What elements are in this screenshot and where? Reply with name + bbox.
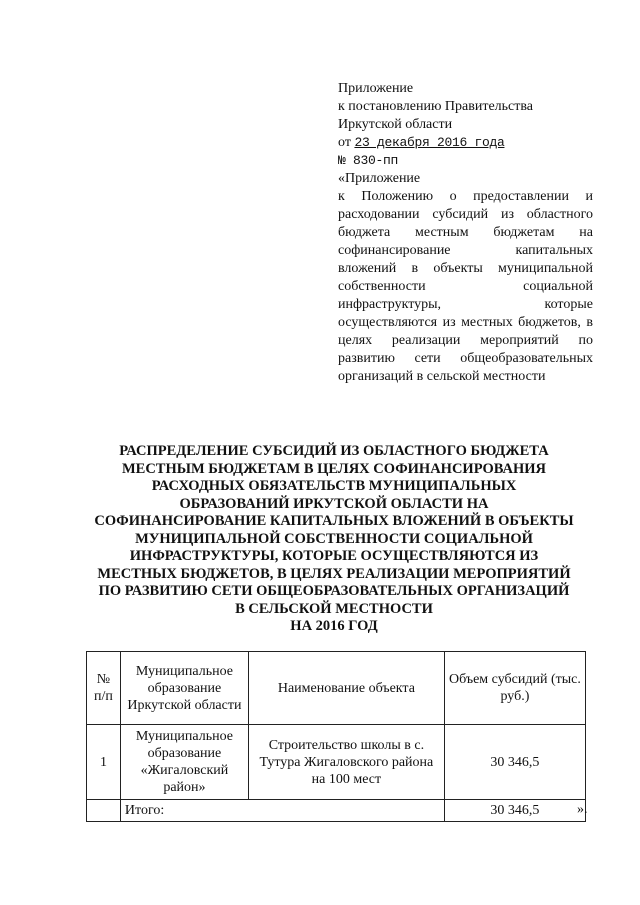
title-line: МУНИЦИПАЛЬНОЙ СОБСТВЕННОСТИ СОЦИАЛЬНОЙ <box>135 530 533 547</box>
title-line: ПО РАЗВИТИЮ СЕТИ ОБЩЕОБРАЗОВАТЕЛЬНЫХ ОРГАНИЗАЦИЙ <box>98 583 570 599</box>
cell-municipality: Муниципальное образование «Жигаловский район» <box>120 725 248 800</box>
annex-line-1: Приложение <box>338 81 414 96</box>
annex-block <box>338 80 593 386</box>
subsidy-table <box>86 651 586 822</box>
table-header-row <box>87 652 586 725</box>
table-total-row <box>87 800 586 822</box>
cell-empty <box>87 800 121 822</box>
title-line: СОФИНАНСИРОВАНИЕ КАПИТАЛЬНЫХ ВЛОЖЕНИЙ В ОБЪЕКТЫ <box>94 513 574 529</box>
closing-quote: ». <box>577 802 588 817</box>
table-row <box>87 725 586 800</box>
total-amount: 30 346,5 <box>444 800 585 822</box>
title-line: ИНФРАСТРУКТУРЫ, КОТОРЫЕ ОСУЩЕСТВЛЯЮТСЯ ИЗ <box>129 548 539 564</box>
header-object: Наименование объекта <box>248 652 444 725</box>
document-title <box>80 443 588 636</box>
title-line: МЕСТНЫМ БЮДЖЕТАМ В ЦЕЛЯХ СОФИНАНСИРОВАНИЯ <box>121 460 547 477</box>
annex-date <box>338 134 593 152</box>
annex-date-prefix: от <box>338 135 351 150</box>
header-number: № п/п <box>87 652 121 725</box>
annex-line-3: Иркутской области <box>338 117 453 132</box>
cell-number: 1 <box>87 725 121 800</box>
title-line: РАСХОДНЫХ ОБЯЗАТЕЛЬСТВ МУНИЦИПАЛЬНЫХ <box>151 478 517 494</box>
annex-number: № 830-пп <box>338 153 399 168</box>
annex-date-value: 23 декабря 2016 года <box>354 135 505 150</box>
cell-amount: 30 346,5 <box>444 725 585 800</box>
annex-line-2: к постановлению Правительства <box>338 99 534 114</box>
header-amount: Объем субсидий (тыс. руб.) <box>444 652 585 725</box>
title-line: ОБРАЗОВАНИЙ ИРКУТСКОЙ ОБЛАСТИ НА <box>179 495 489 512</box>
title-line: НА 2016 ГОД <box>290 618 378 634</box>
total-label: Итого: <box>120 800 444 822</box>
title-line: В СЕЛЬСКОЙ МЕСТНОСТИ <box>235 600 433 617</box>
cell-object: Строительство школы в с. Тутура Жигаловского района на 100 мест <box>248 725 444 800</box>
annex-sub-text: к Положению о предоставлении и расходовании субсидий из областного бюджета местным бюджетам на софинансирование капитальных вложений в объекты муниципальной собственности социальной инфраструктуры, которые осуществляются из местных бюджетов, в целях реализации мероприятий по развитию сети общеобразовательных организаций в сельской местности <box>338 189 593 384</box>
title-line: МЕСТНЫХ БЮДЖЕТОВ, В ЦЕЛЯХ РЕАЛИЗАЦИИ МЕРОПРИЯТИЙ <box>97 565 571 582</box>
header-municipality: Муниципальное образование Иркутской области <box>120 652 248 725</box>
title-line: РАСПРЕДЕЛЕНИЕ СУБСИДИЙ ИЗ ОБЛАСТНОГО БЮДЖЕТА <box>119 443 549 459</box>
annex-sub-title: «Приложение <box>338 171 421 186</box>
